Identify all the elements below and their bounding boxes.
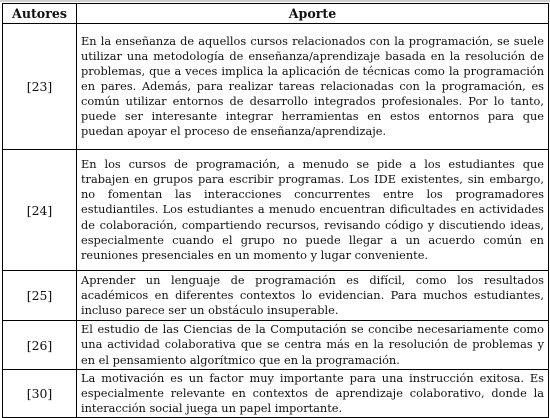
contribution-cell: El estudio de las Ciencias de la Computación se concibe necesariamente como una actividad colaborativa que se centra más en la resolución de problemas y en el pensamiento algorítmico que en la programación. bbox=[77, 321, 549, 370]
author-cell: [23] bbox=[3, 24, 77, 150]
contribution-cell: En los cursos de programación, a menudo se pide a los estudiantes que trabajen en grupos para escribir programas. Los IDE existentes, sin embargo, no fomentan las interacciones concurrentes entre los programadores estudiantiles. Los estudiantes a menudo encuentran dificultades en actividades de colaboración, compartiendo recursos, revisando código y discutiendo ideas, especialmente cuando el grupo no puede llegar a un acuerdo común en reuniones presenciales en un momento y lugar conveniente. bbox=[77, 150, 549, 271]
authors-header: Autores bbox=[3, 4, 77, 24]
table-row bbox=[3, 271, 549, 321]
author-cell: [30] bbox=[3, 370, 77, 418]
table-row bbox=[3, 321, 549, 370]
author-cell: [24] bbox=[3, 150, 77, 271]
references-table bbox=[2, 3, 549, 418]
table-row bbox=[3, 150, 549, 271]
contribution-cell: La motivación es un factor muy importante para una instrucción exitosa. Es especialmente relevante en contextos de aprendizaje colaborativo, donde la interacción social juega un papel importante. bbox=[77, 370, 549, 418]
contribution-cell: Aprender un lenguaje de programación es difícil, como los resultados académicos en diferentes contextos lo evidencian. Para muchos estudiantes, incluso parece ser un obstáculo insuperable. bbox=[77, 271, 549, 321]
top-rule bbox=[0, 0, 550, 2]
table-row bbox=[3, 24, 549, 150]
table-header-row bbox=[3, 4, 549, 24]
contribution-header: Aporte bbox=[77, 4, 549, 24]
author-cell: [25] bbox=[3, 271, 77, 321]
author-cell: [26] bbox=[3, 321, 77, 370]
contribution-cell: En la enseñanza de aquellos cursos relacionados con la programación, se suele utilizar una metodología de enseñanza/aprendizaje basada en la resolución de problemas, que a veces implica la aplicación de técnicas como la programación en pares. Además, para realizar tareas relacionadas con la programación, es común utilizar entornos de desarrollo integrados profesionales. Por lo tanto, puede ser interesante integrar herramientas en estos entornos para que puedan apoyar el proceso de enseñanza/aprendizaje. bbox=[77, 24, 549, 150]
table-row bbox=[3, 370, 549, 418]
